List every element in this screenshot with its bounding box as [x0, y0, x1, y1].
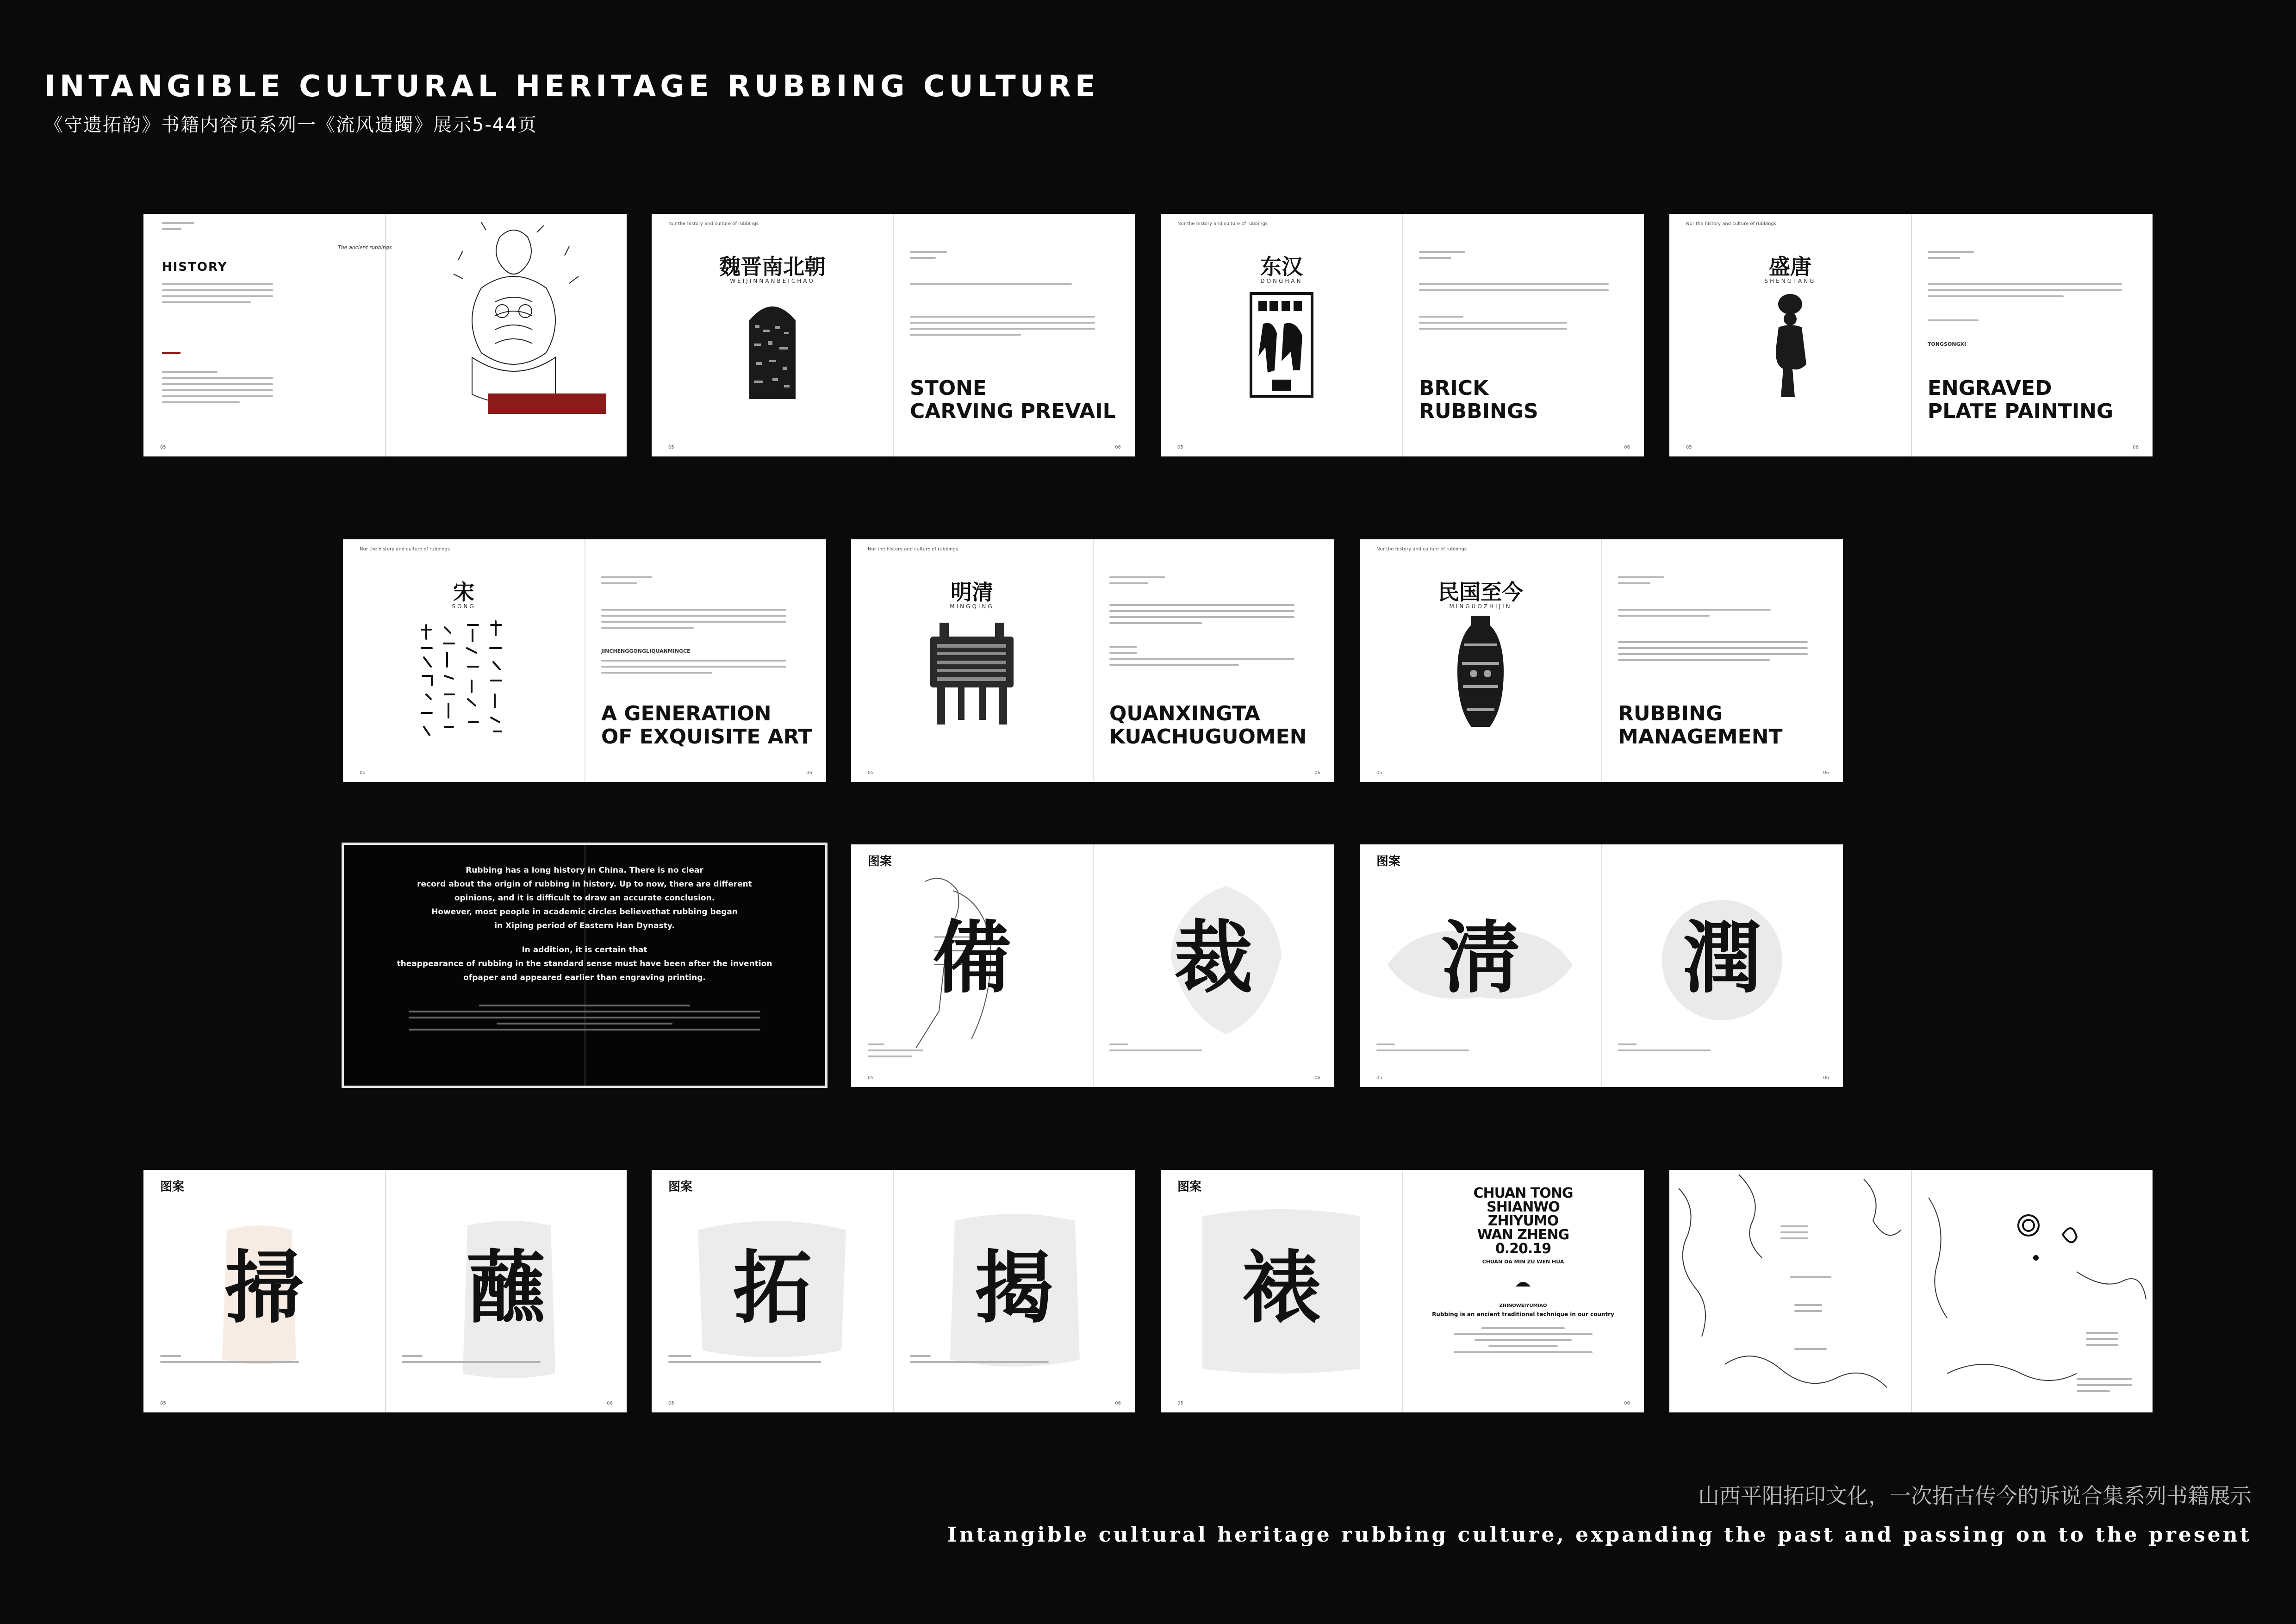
page-number-left: 05 — [1686, 445, 1692, 450]
section-heading: A GENERATION OF EXQUISITE ART — [601, 702, 812, 749]
big-glyph-left: 掃 — [224, 1242, 304, 1334]
big-glyph-right: 潤 — [1682, 912, 1762, 1004]
spread-fold — [1402, 214, 1403, 456]
running-head: Nur the history and culture of rubbings — [668, 221, 759, 226]
calligraphy-illustration — [412, 616, 514, 745]
body-text — [1109, 576, 1165, 588]
page-number-right: 06 — [1823, 1075, 1829, 1081]
page-number-left: 05 — [360, 770, 366, 775]
big-glyph-left: 裱 — [1242, 1242, 1321, 1334]
spread-weijin[interactable] — [652, 214, 1135, 456]
page-number-right: 06 — [1624, 445, 1630, 450]
spread-song[interactable] — [343, 539, 826, 782]
body-text — [1618, 576, 1664, 588]
era-title: 魏晋南北朝 — [719, 254, 826, 279]
big-glyph-right: 蘸 — [466, 1242, 546, 1334]
vase-illustration — [1453, 616, 1508, 731]
red-banner — [488, 394, 606, 414]
spread-minguo[interactable] — [1360, 539, 1843, 782]
spread-fold — [385, 1170, 386, 1412]
big-glyph-left: 淸 — [1441, 912, 1520, 1004]
page-number-left: 05 — [868, 770, 874, 775]
footer-caption-cn: 山西平阳拓印文化，一次拓古传今的诉说合集系列书籍展示 — [1698, 1483, 2252, 1508]
chuantong-tagline-head: ZHINOWEIYUMIAO — [1499, 1303, 1547, 1308]
page-number-right: 06 — [1314, 1075, 1320, 1081]
spread-fold — [1093, 539, 1094, 782]
page-number-right: 06 — [806, 770, 812, 775]
bronze-ding-illustration — [921, 618, 1023, 729]
body-text — [1794, 1348, 1827, 1354]
brick-rubbing-illustration — [1249, 292, 1314, 398]
spread-fold — [1402, 1170, 1403, 1412]
page-number-right: 06 — [1314, 770, 1320, 775]
spread-fold — [1093, 844, 1094, 1087]
spread-fold — [1601, 844, 1602, 1087]
spread-fold — [1601, 539, 1602, 782]
body-text — [910, 316, 1095, 340]
red-divider — [162, 352, 180, 354]
page-number-left: 05 — [668, 445, 674, 450]
section-heading: QUANXINGTA KUACHUGUOMEN — [1109, 702, 1307, 749]
chuantong-tagline: Rubbing is an ancient traditional technique in our country — [1432, 1311, 1614, 1318]
running-head: Nur the history and culture of rubbings — [868, 547, 958, 552]
body-text — [1928, 251, 1974, 263]
era-title: 东汉 — [1260, 254, 1303, 279]
caption-text — [402, 1355, 541, 1367]
intro-cn-text — [409, 1005, 760, 1035]
pattern-label: 图案 — [868, 855, 892, 868]
era-pinyin: DONGHAN — [1260, 278, 1303, 284]
body-text — [2077, 1378, 2132, 1396]
body-text — [910, 283, 1072, 289]
running-head: Nur the history and culture of rubbings — [1686, 221, 1776, 226]
page-number-right: 06 — [2133, 445, 2139, 450]
pattern-label: 图案 — [1376, 855, 1401, 868]
spread-intro[interactable] — [342, 843, 828, 1088]
spread-fold — [893, 1170, 894, 1412]
caption-text — [868, 1043, 923, 1062]
page-number-right: 06 — [1115, 445, 1121, 450]
big-glyph-left: 拓 — [733, 1242, 812, 1334]
spread-pattern-ta-jie[interactable] — [652, 1170, 1135, 1412]
spread-fold — [1911, 214, 1912, 456]
page-subtitle: 《守遗拓韵》书籍内容页系列一《流风遗躅》展示5-44页 — [44, 114, 537, 136]
stone-stele-illustration — [740, 293, 805, 399]
caption-text — [668, 1355, 821, 1367]
history-notes-text — [162, 371, 273, 407]
spread-mingqing[interactable] — [851, 539, 1334, 782]
body-text — [601, 609, 786, 633]
spread-donghan[interactable] — [1161, 214, 1644, 456]
footer-caption-en: Intangible cultural heritage rubbing culture, expanding the past and passing on to the present — [947, 1523, 2252, 1547]
era-pinyin: MINGUOZHIJIN — [1449, 603, 1512, 610]
body-text — [1109, 604, 1294, 628]
pattern-label: 图案 — [160, 1180, 185, 1194]
spread-pattern-sao-zhan[interactable] — [143, 1170, 627, 1412]
tang-figure-illustration — [1767, 290, 1813, 401]
body-text — [1454, 1327, 1593, 1357]
history-heading: HISTORY — [162, 260, 228, 274]
era-title: 宋 — [453, 580, 474, 605]
era-pinyin: MINGQING — [950, 603, 994, 610]
running-head: Nur the history and culture of rubbings — [1376, 547, 1467, 552]
era-pinyin: SHENGTANG — [1764, 278, 1816, 284]
running-head: Nur the history and culture of rubbings — [360, 547, 450, 552]
page-number-right: 06 — [607, 1401, 613, 1406]
page-number-left: 05 — [160, 1401, 166, 1406]
caption-text — [1376, 1043, 1469, 1056]
page-number-left: 05 — [1177, 1401, 1183, 1406]
big-glyph-left: 備 — [932, 912, 1012, 1004]
era-title: 盛唐 — [1769, 254, 1811, 279]
caption-text — [910, 1355, 1049, 1367]
body-text — [601, 576, 652, 588]
caption-text — [1618, 1043, 1711, 1056]
body-text — [1618, 641, 1808, 665]
brush-icon — [1514, 1275, 1532, 1289]
page-number-left: 05 — [1376, 1075, 1382, 1081]
pattern-label: 图案 — [668, 1180, 693, 1194]
page-number-left: 05 — [160, 445, 166, 450]
spread-shengtang[interactable] — [1669, 214, 2153, 456]
line-art-illustration — [1669, 1170, 2153, 1412]
spread-fold — [893, 214, 894, 456]
body-text — [910, 251, 947, 263]
page-number-right: 06 — [1624, 1401, 1630, 1406]
spread-pattern-qing-run[interactable] — [1360, 844, 1843, 1087]
history-body-text — [162, 283, 273, 307]
page-title: INTANGIBLE CULTURAL HERITAGE RUBBING CULTURE — [44, 69, 1100, 104]
era-title: 明清 — [951, 580, 993, 605]
body-text — [2086, 1332, 2118, 1350]
body-text — [1109, 646, 1294, 670]
body-text — [601, 660, 786, 678]
caption-text — [1109, 1043, 1202, 1056]
subheading: TONGSONGXI — [1928, 341, 1966, 347]
intro-en-text: Rubbing has a long history in China. There is no clear record about the origin of rubbing in history. Up to now, there are different opinions, and it is difficult to draw an accurate conclusion. However, most people in academic circles believethat rubbing began in Xiping period of Eastern Han Dynasty. In addition, it is certain that theappearance of rubbing in the standard sense must have been after the invention ofpaper and appeared earlier than engraving printing. — [397, 866, 772, 982]
body-text — [1780, 1225, 1808, 1243]
body-text — [1928, 319, 1979, 325]
era-title: 民国至今 — [1438, 580, 1523, 605]
spread-pattern-bei-cai[interactable] — [851, 844, 1334, 1087]
page-number-left: 05 — [868, 1075, 874, 1081]
chuantong-sub: CHUAN DA MIN ZU WEN HUA — [1482, 1259, 1564, 1265]
pattern-label: 图案 — [1177, 1180, 1202, 1194]
section-heading: STONE CARVING PREVAIL — [910, 376, 1116, 423]
section-heading: ENGRAVED PLATE PAINTING — [1928, 376, 2114, 423]
page-number-right: 06 — [1823, 770, 1829, 775]
section-heading: BRICK RUBBINGS — [1419, 376, 1538, 423]
body-text — [1928, 283, 2122, 301]
header-text-lines — [162, 222, 194, 234]
big-glyph-right: 裁 — [1174, 912, 1253, 1004]
page-number-left: 05 — [1376, 770, 1382, 775]
subheading: JINCHENGGONGLIQUANMINGCE — [601, 648, 691, 654]
spread-pattern-biao[interactable] — [1161, 1170, 1644, 1412]
body-text — [1790, 1276, 1831, 1282]
era-pinyin: SONG — [452, 603, 476, 610]
section-heading: RUBBING MANAGEMENT — [1618, 702, 1783, 749]
big-glyph-right: 揭 — [974, 1242, 1054, 1334]
body-text — [1794, 1304, 1822, 1316]
spread-lineart[interactable] — [1669, 1170, 2153, 1412]
page-number-left: 05 — [668, 1401, 674, 1406]
body-text — [1419, 251, 1465, 263]
chuantong-heading: CHUAN TONG SHIANWO ZHIYUMO WAN ZHENG 0.20.19 — [1473, 1185, 1573, 1257]
spread-history[interactable] — [143, 214, 627, 456]
body-text — [1419, 316, 1567, 334]
history-caption: The ancient rubbings — [338, 244, 392, 250]
running-head: Nur the history and culture of rubbings — [1177, 221, 1268, 226]
caption-text — [160, 1355, 299, 1367]
page-number-left: 05 — [1177, 445, 1183, 450]
page-number-right: 06 — [1115, 1401, 1121, 1406]
era-pinyin: WEIJINNANBEICHAO — [730, 278, 815, 284]
body-text — [1618, 609, 1771, 621]
body-text — [1419, 283, 1609, 295]
